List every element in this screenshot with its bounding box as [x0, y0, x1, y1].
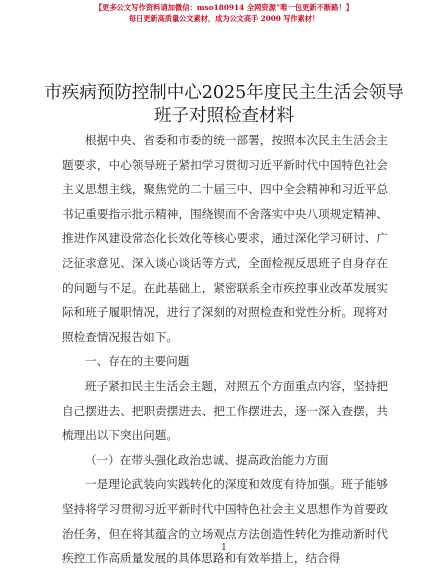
promo-banner	[0, 2, 448, 24]
page-number: 1	[221, 543, 227, 553]
section1-paragraph: 班子紧扣民主生活会主题，对照五个方面重点内容，坚持把自己摆进去、把职责摆进去、把工作摆进去，逐一深入查摆，共梳理出以下突出问题。	[62, 378, 388, 443]
section-heading-1: 一、存在的主要问题	[85, 354, 190, 369]
title-line1: 市疾病预防控制中心2025年度民主生活会领导	[44, 83, 404, 103]
document-body	[62, 128, 388, 571]
document-title	[40, 82, 408, 128]
subsection-heading-1: （一）在带头强化政治忠诚、提高政治能力方面	[85, 452, 329, 467]
title-line2: 班子对照检查材料	[154, 106, 294, 126]
subsection1-paragraph: 一是理论武装向实践转化的深度和效度有待加强。班子能够坚持将学习贯彻习近平新时代中国特色社会主义思想作为首要政治任务，但在将其蕴含的立场观点方法创造性转化为推动新时代疾控工作高质量发展的具体思路和有效举措上，结合得	[62, 477, 388, 566]
promo-banner-line2: 每日更新高质量公文素材，成为公文高手 2000 写作素材！	[128, 14, 320, 23]
promo-banner-line1: 【更多公文写作资料请加微信：mso180914 全网资源”唯一包更新不断路！】	[94, 3, 354, 12]
intro-paragraph: 根据中央、省委和市委的统一部署，按照本次民主生活会主题要求，中心领导班子紧扣学习贯彻习近平新时代中国特色社会主义思想主线，聚焦党的二十届三中、四中全会精神和习近平总书记重要指示批示精神，围绕锲而不舍落实中央八项规定精神、推进作风建设常态化长效化等核心要求，通过深化学习研讨、广泛征求意见、深入谈心谈话等方式，全面检视反思班子自身存在的问题与不足。在此基础上，紧密联系全市疾控事业改革发展实际和班子履职情况，进行了深刻的对照检查和党性分析。现将对照检查情况报告如下。	[62, 133, 388, 344]
